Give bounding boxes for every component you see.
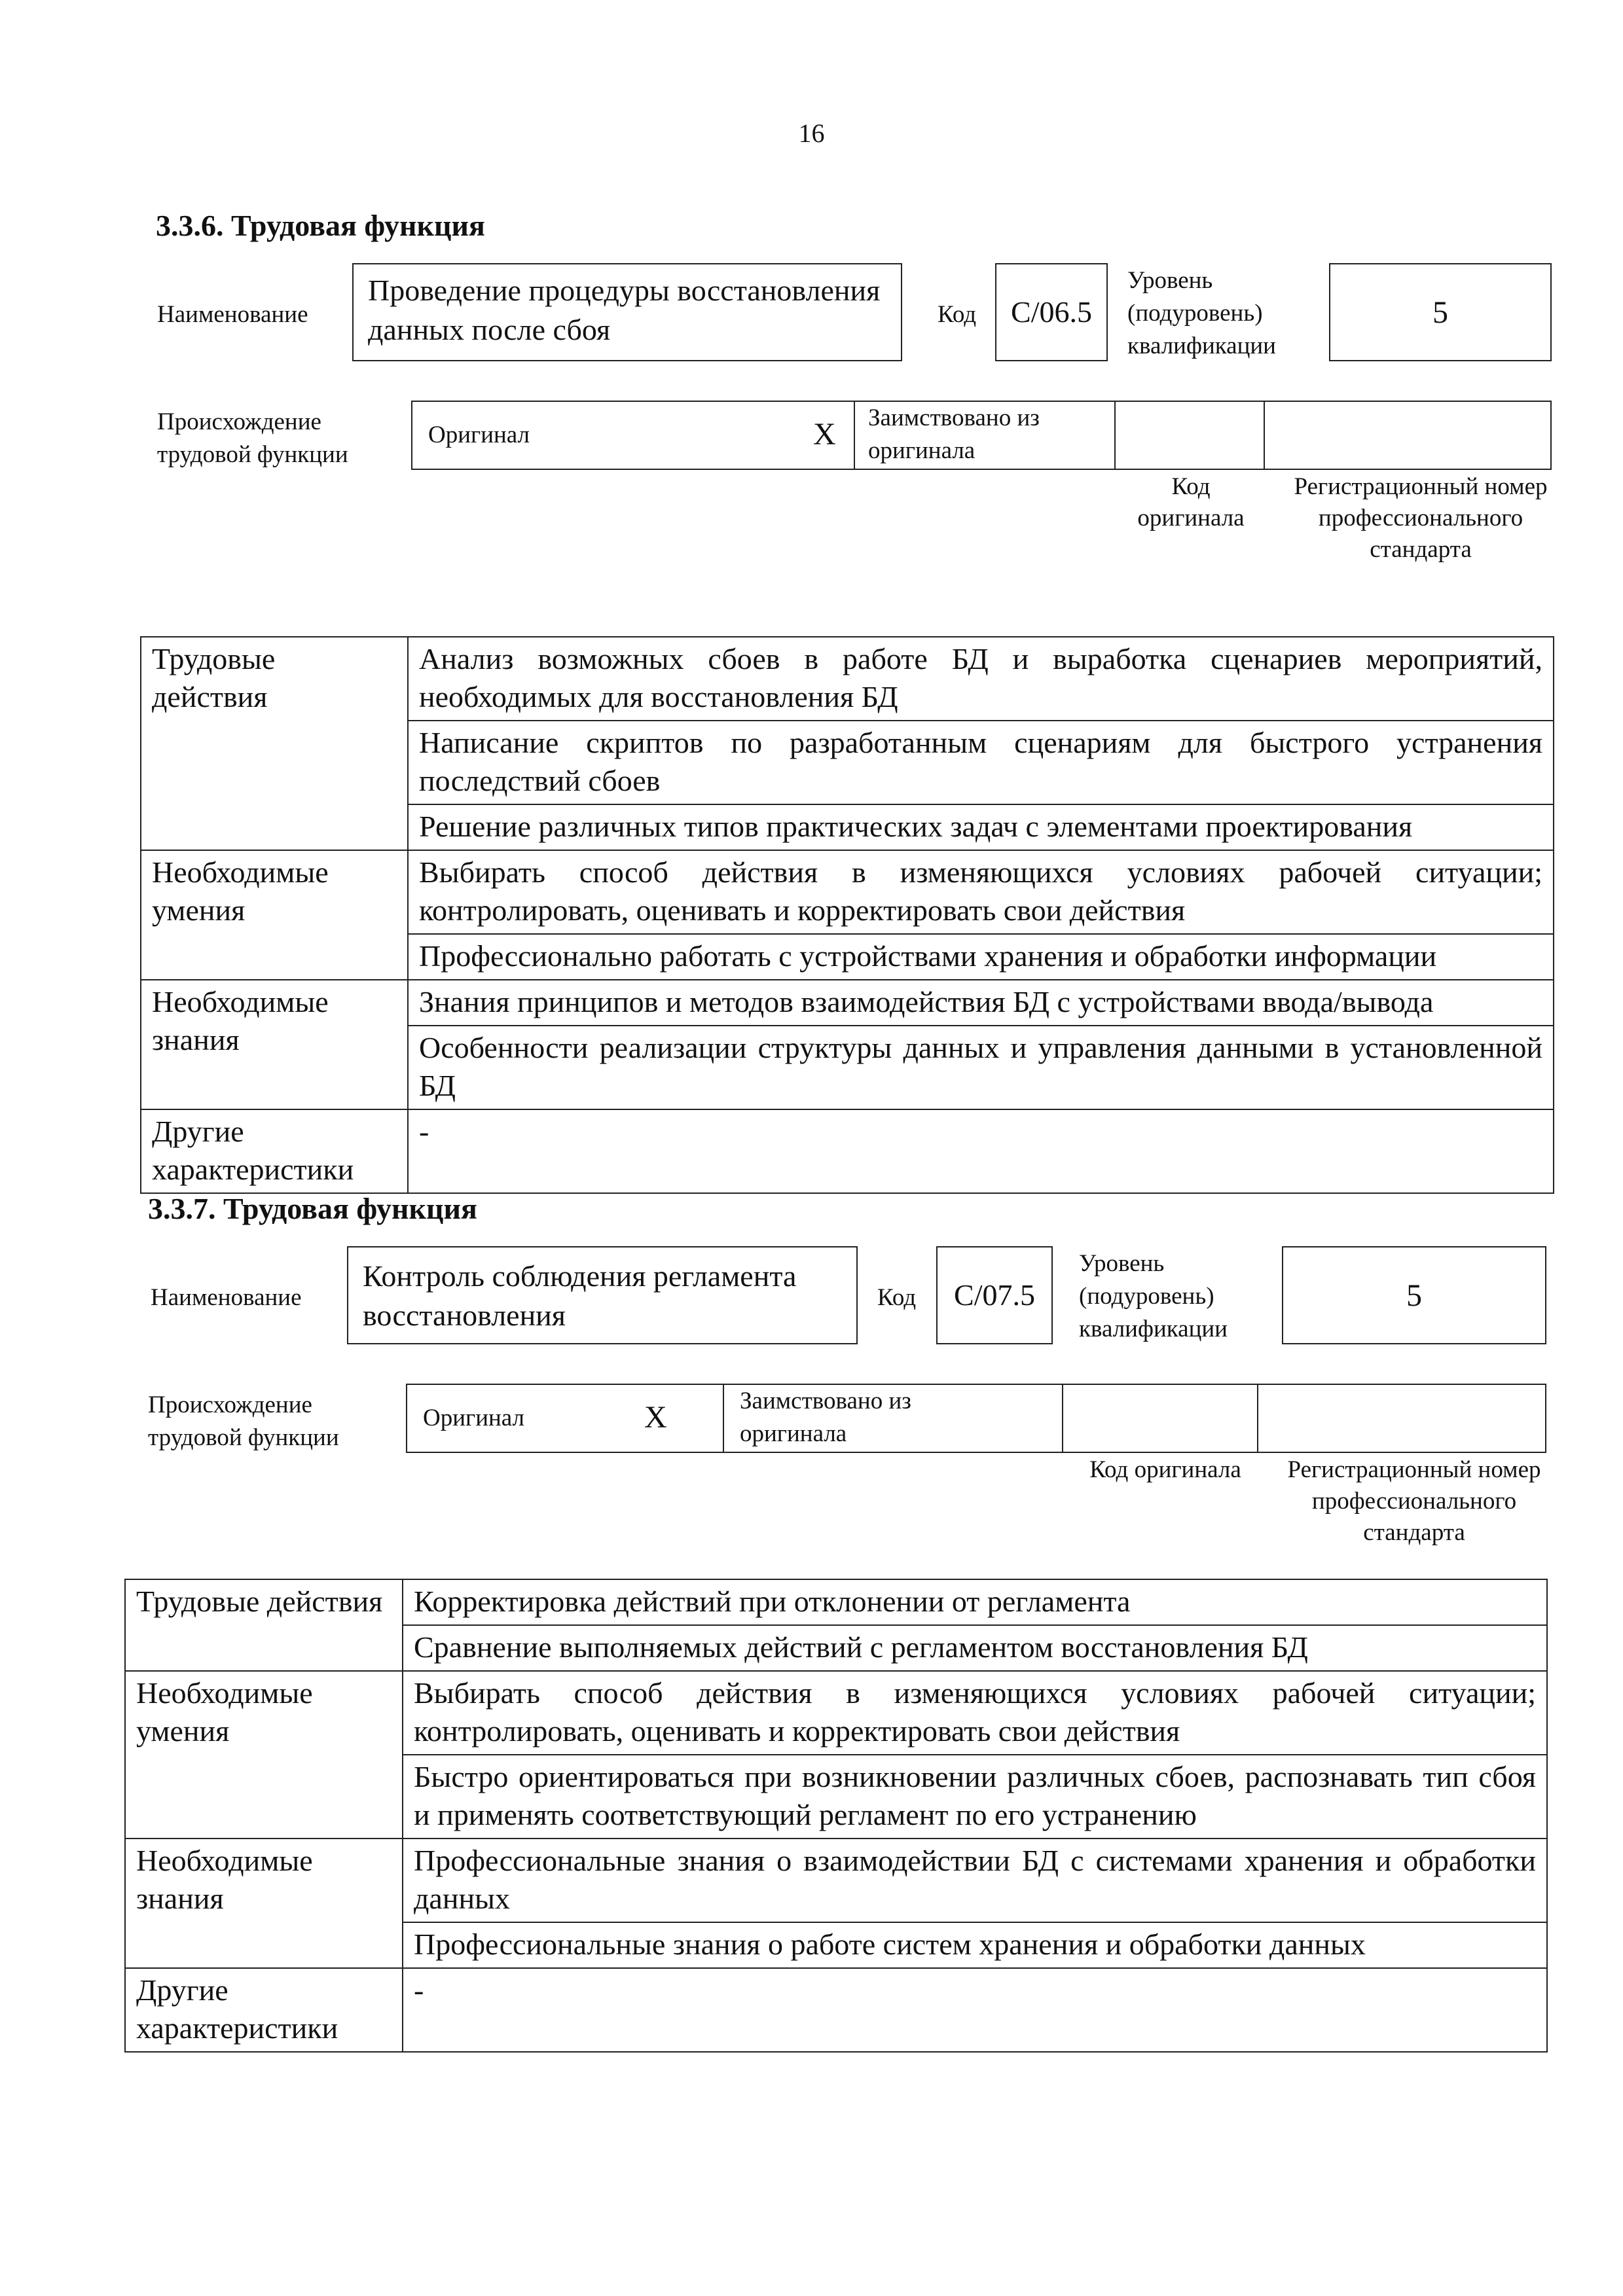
borrowed-label: Заимствовано из оригинала [868, 404, 1040, 464]
origin-label: Происхождение трудовой функции [148, 1391, 339, 1451]
level-label: Уровень (подуровень) квалификации [1127, 267, 1276, 359]
table-cell: Профессиональные знания о взаимодействии БД с системами хранения и обработки данных [403, 1839, 1547, 1922]
name-label: Наименование [151, 1284, 302, 1311]
origin-row [406, 1384, 1546, 1453]
origin-row [411, 401, 1552, 470]
table-cell: Профессионально работать с устройствами хранения и обработки информации [408, 934, 1554, 980]
original-mark: X [644, 1400, 667, 1435]
code-value: C/06.5 [1011, 295, 1092, 329]
reg-number-cell [1258, 1385, 1546, 1452]
borrowed-label: Заимствовано из оригинала [740, 1388, 911, 1447]
table-cell: Быстро ориентироваться при возникновении различных сбоев, распознавать тип сбоя и применять соответствующий регламент по его устранению [403, 1755, 1547, 1839]
function-table [140, 636, 1554, 1194]
code-label: Код [877, 1284, 917, 1311]
original-label: Оригинал [423, 1405, 525, 1431]
table-cell: Корректировка действий при отклонении от регламента [403, 1579, 1547, 1625]
origin-code-cell [1116, 402, 1264, 469]
level-value-box [1329, 263, 1552, 361]
original-label: Оригинал [428, 422, 530, 448]
code-label: Код [938, 301, 977, 328]
name-label: Наименование [157, 301, 308, 328]
origin-label: Происхождение трудовой функции [157, 408, 348, 468]
table-cell: Особенности реализации структуры данных и управления данными в установленной БД [408, 1026, 1554, 1109]
table-cell: - [408, 1109, 1554, 1193]
level-value: 5 [1432, 295, 1448, 330]
divider [854, 402, 855, 469]
table-cell: Выбирать способ действия в изменяющихся условиях рабочей ситуации; контролировать, оценивать и корректировать свои действия [408, 850, 1554, 934]
section-title: 3.3.6. Трудовая функция [156, 209, 485, 242]
level-value-box [1282, 1246, 1546, 1344]
name-value-box [347, 1246, 858, 1344]
function-table [124, 1579, 1548, 2053]
row-label-actions: Трудовые действия [125, 1579, 403, 1671]
section-title: 3.3.7. Трудовая функция [148, 1192, 477, 1225]
origin-code-caption: Код оригинала [1089, 1456, 1241, 1483]
table-cell: Сравнение выполняемых действий с регламентом восстановления БД [403, 1625, 1547, 1671]
table-cell: Анализ возможных сбоев в работе БД и выработка сценариев мероприятий, необходимых для восстановления БД [408, 637, 1554, 721]
table-cell: Выбирать способ действия в изменяющихся условиях рабочей ситуации; контролировать, оценивать и корректировать свои действия [403, 1671, 1547, 1755]
row-label-knowledge: Необходимые знания [125, 1839, 403, 1968]
table-cell: Профессиональные знания о работе систем хранения и обработки данных [403, 1922, 1547, 1968]
level-value: 5 [1406, 1278, 1422, 1313]
row-label-skills: Необходимые умения [125, 1671, 403, 1839]
level-label: Уровень (подуровень) квалификации [1079, 1250, 1228, 1342]
reg-number-caption: Регистрационный номер профессионального стандарта [1287, 1456, 1541, 1546]
original-mark: X [813, 417, 836, 452]
name-value: Контроль соблюдения регламента восстановления [363, 1259, 797, 1332]
table-cell: Знания принципов и методов взаимодействия БД с устройствами ввода/вывода [408, 980, 1554, 1026]
name-value: Проведение процедуры восстановления данных после сбоя [368, 274, 881, 346]
row-label-actions: Трудовые действия [141, 637, 408, 850]
code-value-box [995, 263, 1108, 361]
code-value-box [936, 1246, 1053, 1344]
row-label-other: Другие характеристики [141, 1109, 408, 1193]
divider [723, 1385, 724, 1452]
row-label-skills: Необходимые умения [141, 850, 408, 980]
reg-number-cell [1265, 402, 1552, 469]
origin-code-caption: Код оригинала [1137, 473, 1245, 531]
table-cell: Решение различных типов практических задач с элементами проектирования [408, 804, 1554, 850]
table-cell: - [403, 1968, 1547, 2052]
origin-code-cell [1063, 1385, 1257, 1452]
name-value-box [352, 263, 902, 361]
code-value: C/07.5 [954, 1278, 1035, 1312]
row-label-knowledge: Необходимые знания [141, 980, 408, 1109]
page-number: 16 [798, 118, 825, 148]
reg-number-caption: Регистрационный номер профессионального стандарта [1294, 473, 1548, 563]
row-label-other: Другие характеристики [125, 1968, 403, 2052]
table-cell: Написание скриптов по разработанным сценариям для быстрого устранения последствий сбоев [408, 721, 1554, 804]
